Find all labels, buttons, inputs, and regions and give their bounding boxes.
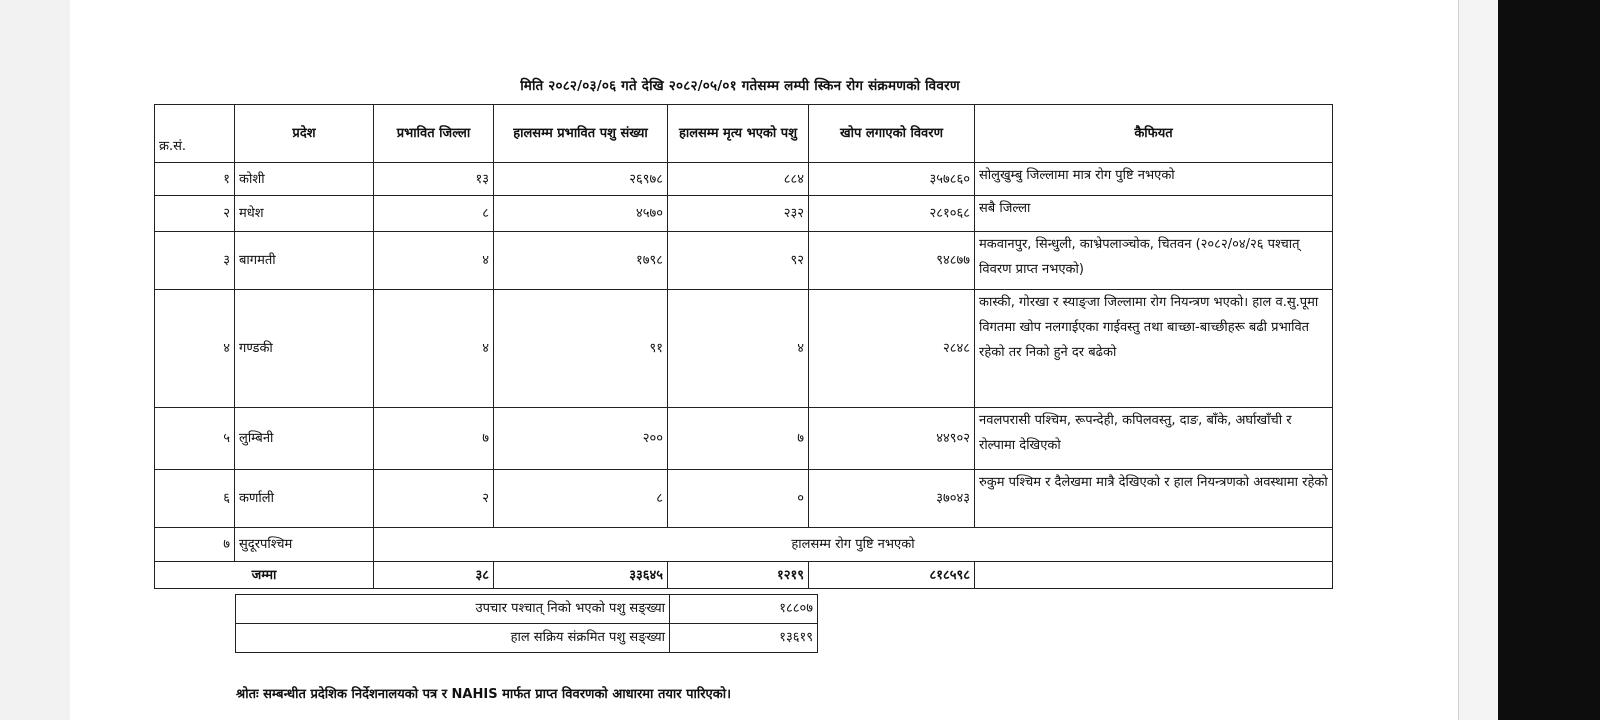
- total-deaths: १२१९: [668, 562, 809, 589]
- cell-remarks: कास्की, गोरखा र स्याङ्जा जिल्लामा रोग नियन्त्रण भएको। हाल व.सु.पूमा विगतमा खोप नलगाईएका गाईवस्तु तथा बाच्छा-बाच्छीहरू बढी प्रभावित रहेको तर निको हुने दर बढेको: [975, 290, 1333, 408]
- cell-vaccinated: ३५७८६०: [809, 163, 975, 196]
- header-affected: हालसम्म प्रभावित पशु संख्या: [494, 105, 668, 163]
- summary-row: [236, 624, 818, 653]
- cell-sn: १: [155, 163, 235, 196]
- total-vaccinated: ८१८५९८: [809, 562, 975, 589]
- table-row: [155, 196, 1333, 232]
- scrollbar-gutter[interactable]: [1458, 0, 1499, 720]
- cell-province: लुम्बिनी: [235, 408, 374, 470]
- cell-vaccinated: ९४८७७: [809, 232, 975, 290]
- lumpy-skin-table: [154, 104, 1333, 589]
- cell-sn: ५: [155, 408, 235, 470]
- cell-province: मधेश: [235, 196, 374, 232]
- header-deaths: हालसम्म मृत्य भएको पशु: [668, 105, 809, 163]
- total-remarks: [975, 562, 1333, 589]
- table-row: [155, 408, 1333, 470]
- recovery-summary-table: [235, 594, 818, 653]
- cell-sn: ७: [155, 528, 235, 562]
- header-districts: प्रभावित जिल्ला: [374, 105, 494, 163]
- table-row: [155, 470, 1333, 528]
- cell-province: बागमती: [235, 232, 374, 290]
- summary-value: १३६१९: [670, 624, 818, 653]
- cell-districts: ४: [374, 232, 494, 290]
- cell-remarks: मकवानपुर, सिन्धुली, काभ्रेपलाञ्चोक, चितवन (२०८२/०४/२६ पश्चात् विवरण प्राप्त नभएको): [975, 232, 1333, 290]
- header-remarks: कैफियत: [975, 105, 1333, 163]
- cell-province: सुदूरपश्चिम: [235, 528, 374, 562]
- cell-affected: २००: [494, 408, 668, 470]
- table-total-row: [155, 562, 1333, 589]
- cell-vaccinated: ४४९०२: [809, 408, 975, 470]
- cell-deaths: ८८४: [668, 163, 809, 196]
- table-row: [155, 528, 1333, 562]
- cell-province: कोशी: [235, 163, 374, 196]
- total-label: जम्मा: [155, 562, 374, 589]
- viewer-edge: [1498, 0, 1600, 720]
- cell-merged-note: हालसम्म रोग पुष्टि नभएको: [374, 528, 1333, 562]
- cell-remarks: सोलुखुम्बु जिल्लामा मात्र रोग पुष्टि नभएको: [975, 163, 1333, 196]
- total-affected: ३३६४५: [494, 562, 668, 589]
- header-sn: क्र.सं.: [155, 105, 235, 163]
- header-vaccinated: खोप लगाएको विवरण: [809, 105, 975, 163]
- cell-sn: ६: [155, 470, 235, 528]
- cell-deaths: ४: [668, 290, 809, 408]
- cell-affected: ४५७०: [494, 196, 668, 232]
- cell-vaccinated: ३७०४३: [809, 470, 975, 528]
- header-province: प्रदेश: [235, 105, 374, 163]
- total-districts: ३८: [374, 562, 494, 589]
- cell-districts: १३: [374, 163, 494, 196]
- cell-deaths: २३२: [668, 196, 809, 232]
- cell-districts: २: [374, 470, 494, 528]
- cell-vaccinated: २८४८: [809, 290, 975, 408]
- cell-districts: ७: [374, 408, 494, 470]
- cell-districts: ४: [374, 290, 494, 408]
- cell-remarks: रुकुम पश्चिम र दैलेखमा मात्रै देखिएको र हाल नियन्त्रणको अवस्थामा रहेको: [975, 470, 1333, 528]
- summary-row: [236, 595, 818, 624]
- table-row: [155, 163, 1333, 196]
- cell-districts: ८: [374, 196, 494, 232]
- cell-sn: ३: [155, 232, 235, 290]
- cell-sn: ४: [155, 290, 235, 408]
- cell-sn: २: [155, 196, 235, 232]
- summary-label: हाल सक्रिय संक्रमित पशु सङ्ख्या: [236, 624, 670, 653]
- cell-deaths: ७: [668, 408, 809, 470]
- cell-affected: ८: [494, 470, 668, 528]
- summary-label: उपचार पश्चात् निको भएको पशु सङ्ख्या: [236, 595, 670, 624]
- table-header-row: [155, 105, 1333, 163]
- table-row: [155, 290, 1333, 408]
- cell-deaths: ९२: [668, 232, 809, 290]
- summary-value: १८८०७: [670, 595, 818, 624]
- cell-affected: २६९७८: [494, 163, 668, 196]
- cell-province: गण्डकी: [235, 290, 374, 408]
- table-row: [155, 232, 1333, 290]
- document-title: मिति २०८२/०३/०६ गते देखि २०८२/०५/०१ गतेसम्म लम्पी स्किन रोग संक्रमणको विवरण: [520, 78, 960, 94]
- cell-remarks: सबै जिल्ला: [975, 196, 1333, 232]
- cell-province: कर्णाली: [235, 470, 374, 528]
- cell-affected: १७९८: [494, 232, 668, 290]
- cell-remarks: नवलपरासी पश्चिम, रूपन्देही, कपिलवस्तु, दाङ, बाँके, अर्घाखाँची र रोल्पामा देखिएको: [975, 408, 1333, 470]
- cell-vaccinated: २८१०६८: [809, 196, 975, 232]
- cell-deaths: ०: [668, 470, 809, 528]
- cell-affected: ९१: [494, 290, 668, 408]
- source-note: श्रोतः सम्बन्धीत प्रदेशिक निर्देशनालयको पत्र र NAHIS मार्फत प्राप्त विवरणको आधारमा तयार पारिएको।: [236, 687, 732, 702]
